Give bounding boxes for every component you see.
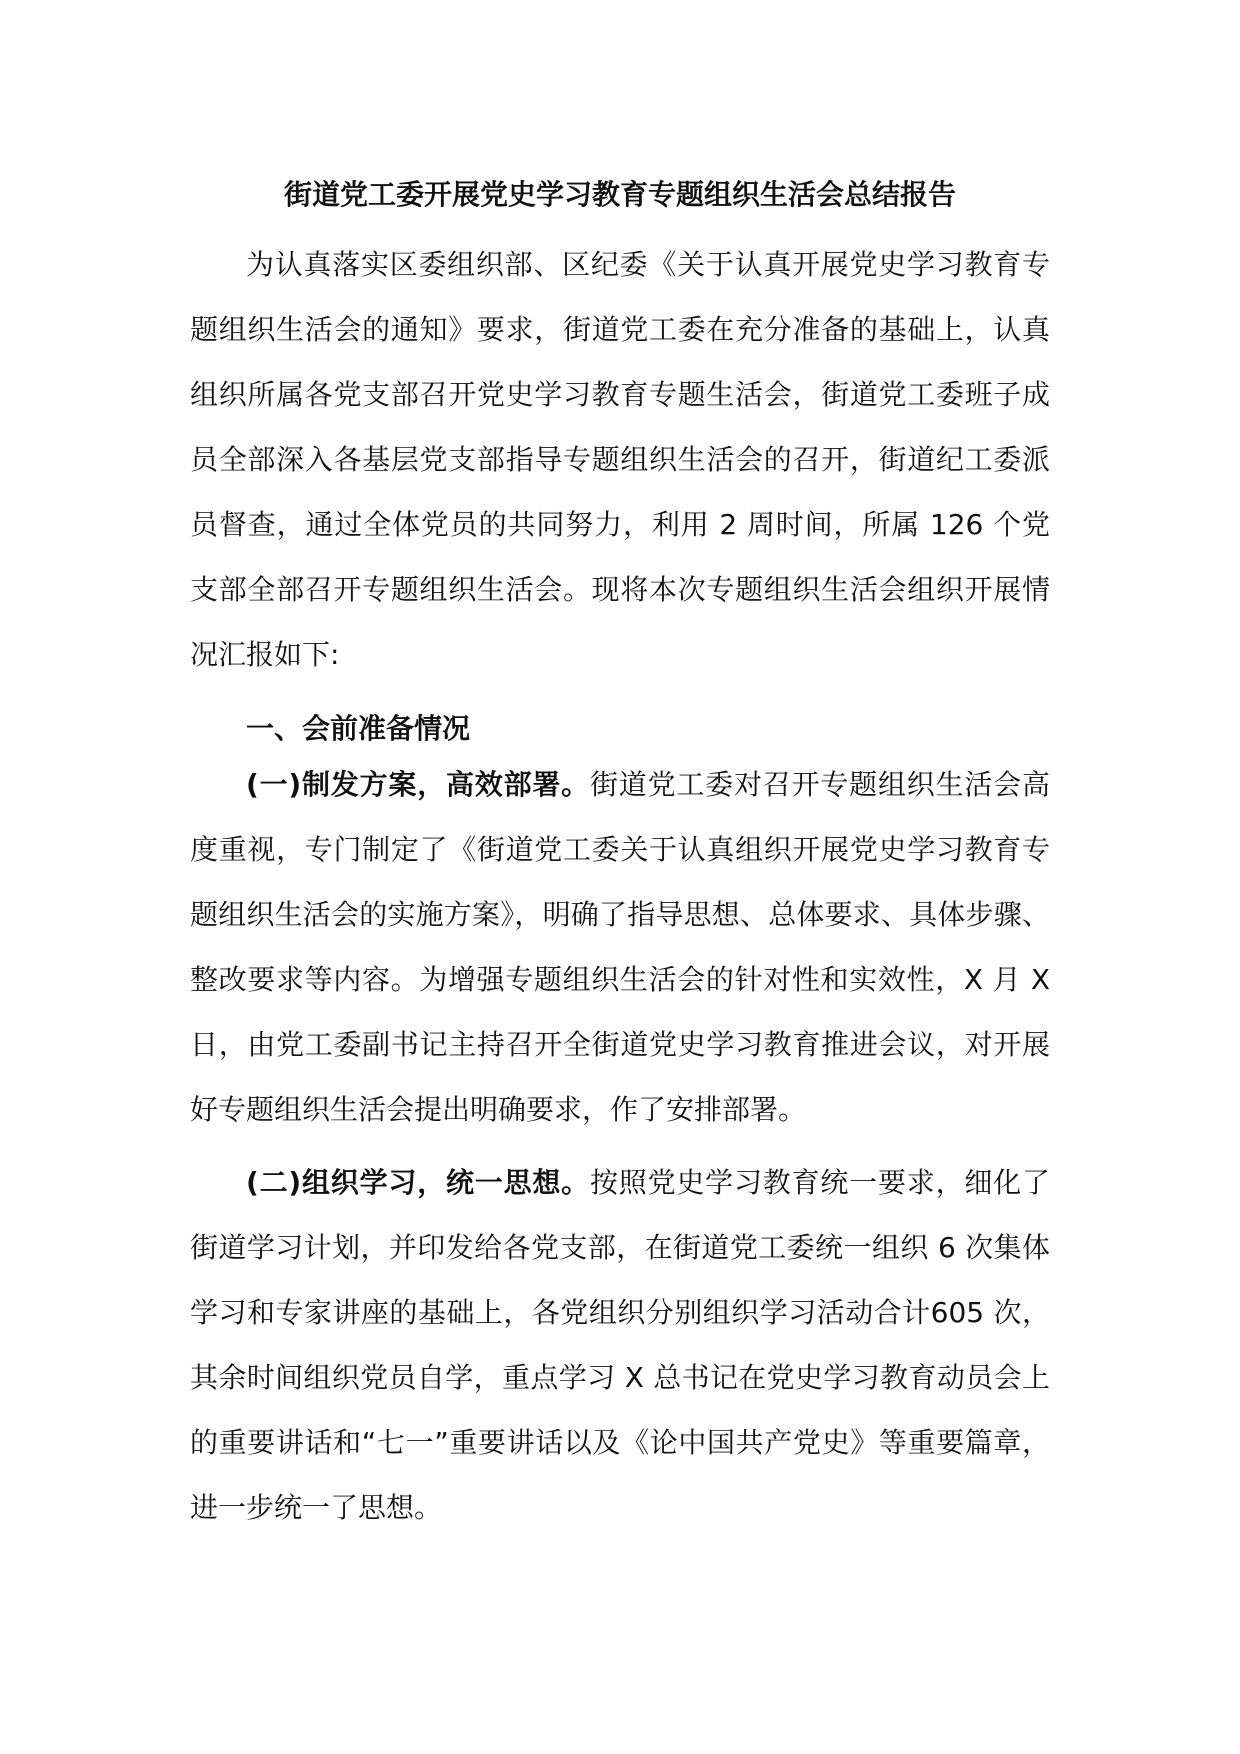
intro-paragraph: 为认真落实区委组织部、区纪委《关于认真开展党史学习教育专题组织生活会的通知》要求，街道党工委在充分准备的基础上，认真组织所属各党支部召开党史学习教育专题生活会，街道党工委班子成员全部深入各基层党支部指导专题组织生活会的召开，街道纪工委派员督查，通过全体党员的共同努力，利用 2 周时间，所属 126 个党支部全部召开专题组织生活会。现将本次专题组织生活会组织开展情况汇报如下: <box>190 248 1050 671</box>
paragraph-body: 街道党工委对召开专题组织生活会高度重视，专门制定了《街道党工委关于认真组织开展党史学习教育专题组织生活会的实施方案》，明确了指导思想、总体要求、具体步骤、整改要求等内容。为增强专题组织生活会的针对性和实效性，X 月 X 日，由党工委副书记主持召开全街道党史学习教育推进会议，对开展好专题组织生活会提出明确要求，作了安排部署。 <box>190 768 1050 1126</box>
document-title: 街道党工委开展党史学习教育专题组织生活会总结报告 <box>283 178 956 211</box>
paragraph-lead: (二)组织学习，统一思想。 <box>246 1166 590 1199</box>
paragraph-item-1 <box>190 752 1050 1142</box>
section-heading: 一、会前准备情况 <box>246 712 471 745</box>
paragraph-lead: (一)制发方案，高效部署。 <box>246 768 590 801</box>
paragraph-item-2 <box>190 1150 1050 1540</box>
paragraph-body: 按照党史学习教育统一要求，细化了街道学习计划，并印发给各党支部，在街道党工委统一组织 6 次集体学习和专家讲座的基础上，各党组织分别组织学习活动合计605 次，其余时间组织党员自学，重点学习 X 总书记在党史学习教育动员会上的重要讲话和“七一”重要讲话以及《论中国共产党史》等重要篇章，进一步统一了思想。 <box>190 1166 1050 1524</box>
